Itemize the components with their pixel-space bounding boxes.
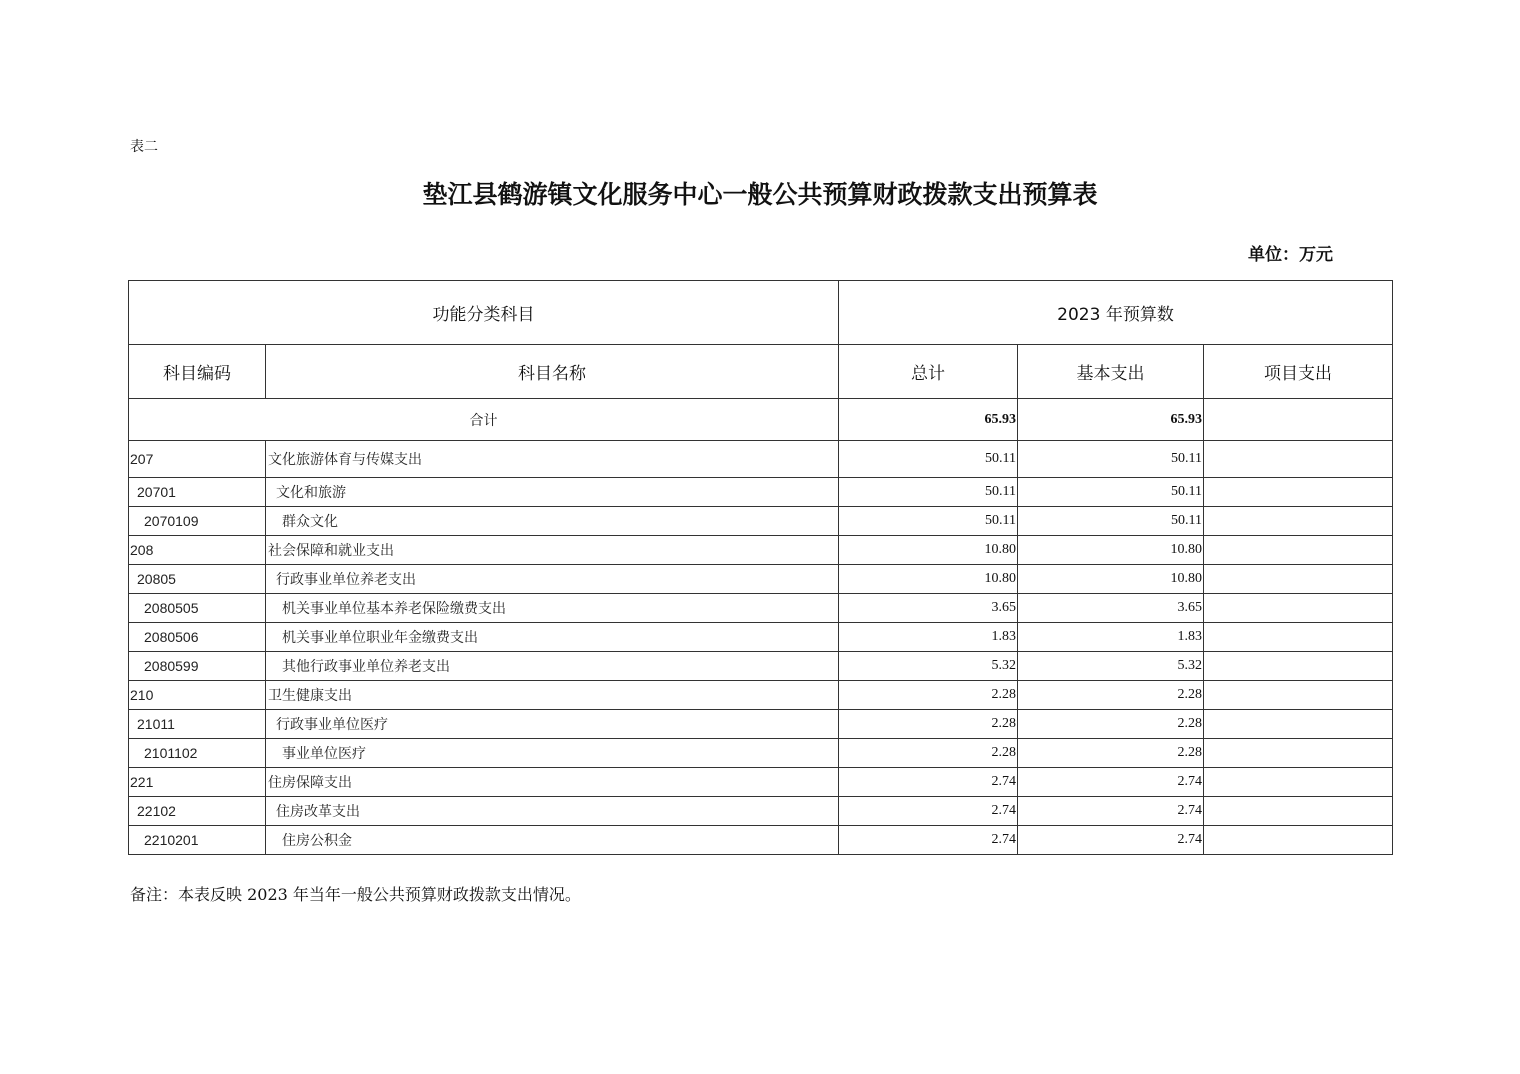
column-header-basic: 基本支出 — [1018, 345, 1204, 399]
row-name: 卫生健康支出 — [266, 681, 839, 710]
row-project-value — [1204, 710, 1393, 739]
classification-group-header: 功能分类科目 — [129, 281, 839, 345]
row-name: 机关事业单位职业年金缴费支出 — [266, 623, 839, 652]
table-row — [129, 681, 1393, 710]
row-project-value — [1204, 623, 1393, 652]
row-basic-value: 50.11 — [1018, 507, 1204, 536]
row-name: 文化旅游体育与传媒支出 — [266, 441, 839, 478]
row-name: 机关事业单位基本养老保险缴费支出 — [266, 594, 839, 623]
row-total-value: 10.80 — [839, 536, 1018, 565]
row-total-value: 3.65 — [839, 594, 1018, 623]
row-basic-value: 2.28 — [1018, 739, 1204, 768]
row-code: 2080506 — [129, 623, 266, 652]
row-code: 2101102 — [129, 739, 266, 768]
row-code: 210 — [129, 681, 266, 710]
row-total-value: 2.28 — [839, 710, 1018, 739]
table-row — [129, 478, 1393, 507]
footnote: 备注：本表反映 2023 年当年一般公共预算财政拨款支出情况。 — [130, 885, 581, 904]
row-name: 文化和旅游 — [266, 478, 839, 507]
row-name: 住房保障支出 — [266, 768, 839, 797]
row-project-value — [1204, 507, 1393, 536]
row-code: 207 — [129, 441, 266, 478]
total-row-total: 65.93 — [839, 399, 1018, 441]
total-row-label: 合计 — [129, 399, 839, 441]
column-header-code: 科目编码 — [129, 345, 266, 399]
total-row — [129, 399, 1393, 441]
row-basic-value: 10.80 — [1018, 536, 1204, 565]
row-total-value: 50.11 — [839, 478, 1018, 507]
total-row-basic: 65.93 — [1018, 399, 1204, 441]
row-total-value: 5.32 — [839, 652, 1018, 681]
row-project-value — [1204, 478, 1393, 507]
row-total-value: 2.28 — [839, 681, 1018, 710]
row-code: 20805 — [129, 565, 266, 594]
table-row — [129, 797, 1393, 826]
table-row — [129, 768, 1393, 797]
row-code: 208 — [129, 536, 266, 565]
table-row — [129, 739, 1393, 768]
row-project-value — [1204, 797, 1393, 826]
row-project-value — [1204, 594, 1393, 623]
row-code: 2070109 — [129, 507, 266, 536]
budget-year-group-header: 2023 年预算数 — [839, 281, 1393, 345]
row-project-value — [1204, 768, 1393, 797]
row-code: 2210201 — [129, 826, 266, 855]
table-row — [129, 507, 1393, 536]
row-basic-value: 50.11 — [1018, 478, 1204, 507]
table-row — [129, 565, 1393, 594]
row-basic-value: 2.74 — [1018, 768, 1204, 797]
page-title: 垫江县鹤游镇文化服务中心一般公共预算财政拨款支出预算表 — [422, 180, 1098, 209]
row-code: 2080505 — [129, 594, 266, 623]
row-basic-value: 2.28 — [1018, 710, 1204, 739]
row-name: 住房改革支出 — [266, 797, 839, 826]
row-total-value: 10.80 — [839, 565, 1018, 594]
budget-table — [128, 280, 1393, 855]
table-row — [129, 536, 1393, 565]
row-basic-value: 1.83 — [1018, 623, 1204, 652]
row-project-value — [1204, 681, 1393, 710]
row-name: 群众文化 — [266, 507, 839, 536]
column-header-total: 总计 — [839, 345, 1018, 399]
table-row — [129, 652, 1393, 681]
row-code: 20701 — [129, 478, 266, 507]
row-project-value — [1204, 565, 1393, 594]
unit-label: 单位：万元 — [1248, 245, 1333, 265]
row-project-value — [1204, 441, 1393, 478]
row-project-value — [1204, 652, 1393, 681]
row-basic-value: 2.28 — [1018, 681, 1204, 710]
table-number-label: 表二 — [130, 139, 158, 155]
row-code: 2080599 — [129, 652, 266, 681]
table-row — [129, 623, 1393, 652]
row-name: 事业单位医疗 — [266, 739, 839, 768]
row-code: 21011 — [129, 710, 266, 739]
row-project-value — [1204, 739, 1393, 768]
group-header-row — [129, 281, 1393, 345]
table-row — [129, 594, 1393, 623]
row-name: 行政事业单位养老支出 — [266, 565, 839, 594]
table-row — [129, 441, 1393, 478]
row-basic-value: 2.74 — [1018, 826, 1204, 855]
row-total-value: 2.74 — [839, 826, 1018, 855]
row-total-value: 2.28 — [839, 739, 1018, 768]
column-header-name: 科目名称 — [266, 345, 839, 399]
row-name: 其他行政事业单位养老支出 — [266, 652, 839, 681]
row-project-value — [1204, 826, 1393, 855]
total-row-project — [1204, 399, 1393, 441]
row-total-value: 2.74 — [839, 797, 1018, 826]
column-header-row — [129, 345, 1393, 399]
row-code: 221 — [129, 768, 266, 797]
row-basic-value: 50.11 — [1018, 441, 1204, 478]
column-header-project: 项目支出 — [1204, 345, 1393, 399]
row-project-value — [1204, 536, 1393, 565]
row-basic-value: 2.74 — [1018, 797, 1204, 826]
row-code: 22102 — [129, 797, 266, 826]
row-name: 社会保障和就业支出 — [266, 536, 839, 565]
row-basic-value: 3.65 — [1018, 594, 1204, 623]
row-total-value: 50.11 — [839, 441, 1018, 478]
table-row — [129, 826, 1393, 855]
row-name: 行政事业单位医疗 — [266, 710, 839, 739]
table-row — [129, 710, 1393, 739]
row-total-value: 50.11 — [839, 507, 1018, 536]
row-name: 住房公积金 — [266, 826, 839, 855]
row-total-value: 2.74 — [839, 768, 1018, 797]
row-total-value: 1.83 — [839, 623, 1018, 652]
row-basic-value: 5.32 — [1018, 652, 1204, 681]
row-basic-value: 10.80 — [1018, 565, 1204, 594]
